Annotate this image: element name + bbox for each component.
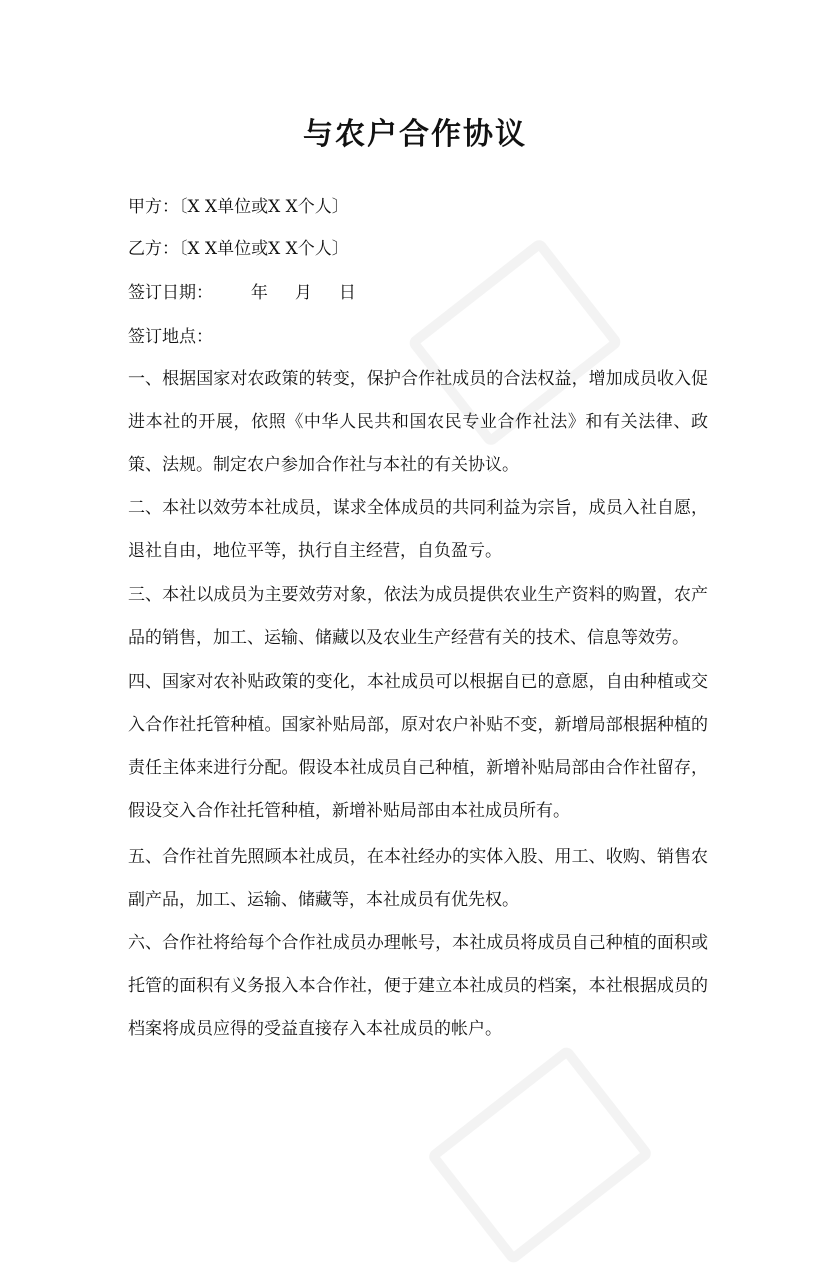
clause-paragraph: 四、国家对农补贴政策的变化，本社成员可以根据自已的意愿，自由种植或交入合作社托管种植。国家补贴局部，原对农户补贴不变，新增局部根据种植的责任主体来进行分配。假设本社成员自己种植，新增补贴局部由合作社留存，假设交入合作社托管种植，新增补贴局部由本社成员所有。 [128, 672, 708, 821]
party-b-line: 乙方：〔X X单位或X X个人〕 [128, 239, 349, 259]
clause-paragraph: 一、根据国家对农政策的转变，保护合作社成员的合法权益，增加成员收入促进本社的开展，依照《中华人民共和国农民专业合作社法》和有关法律、政策、法规。制定农户参加合作社与本社的有关协议。 [128, 369, 708, 475]
document-title: 与农户合作协议 [303, 117, 527, 152]
clause-paragraph: 三、本社以成员为主要效劳对象，依法为成员提供农业生产资料的购置，农产品的销售，加工、运输、储藏以及农业生产经营有关的技术、信息等效劳。 [128, 585, 708, 648]
clause-paragraph: 五、合作社首先照顾本社成员，在本社经办的实体入股、用工、收购、销售农副产品，加工、运输、储藏等，本社成员有优先权。 [128, 847, 708, 910]
party-a-line: 甲方：〔X X单位或X X个人〕 [128, 197, 349, 217]
clause-paragraph: 二、本社以效劳本社成员，谋求全体成员的共同利益为宗旨，成员入社自愿，退社自由，地位平等，执行自主经营，自负盈亏。 [128, 498, 708, 561]
sign-date-line: 签订日期： 年 月 日 [128, 283, 356, 303]
watermark-stamp [426, 1044, 654, 1265]
clause-paragraph: 六、合作社将给每个合作社成员办理帐号，本社成员将成员自己种植的面积或托管的面积有义务报入本合作社，便于建立本社成员的档案，本社根据成员的档案将成员应得的受益直接存入本社成员的帐户。 [128, 933, 708, 1039]
sign-place-line: 签订地点： [128, 327, 213, 347]
